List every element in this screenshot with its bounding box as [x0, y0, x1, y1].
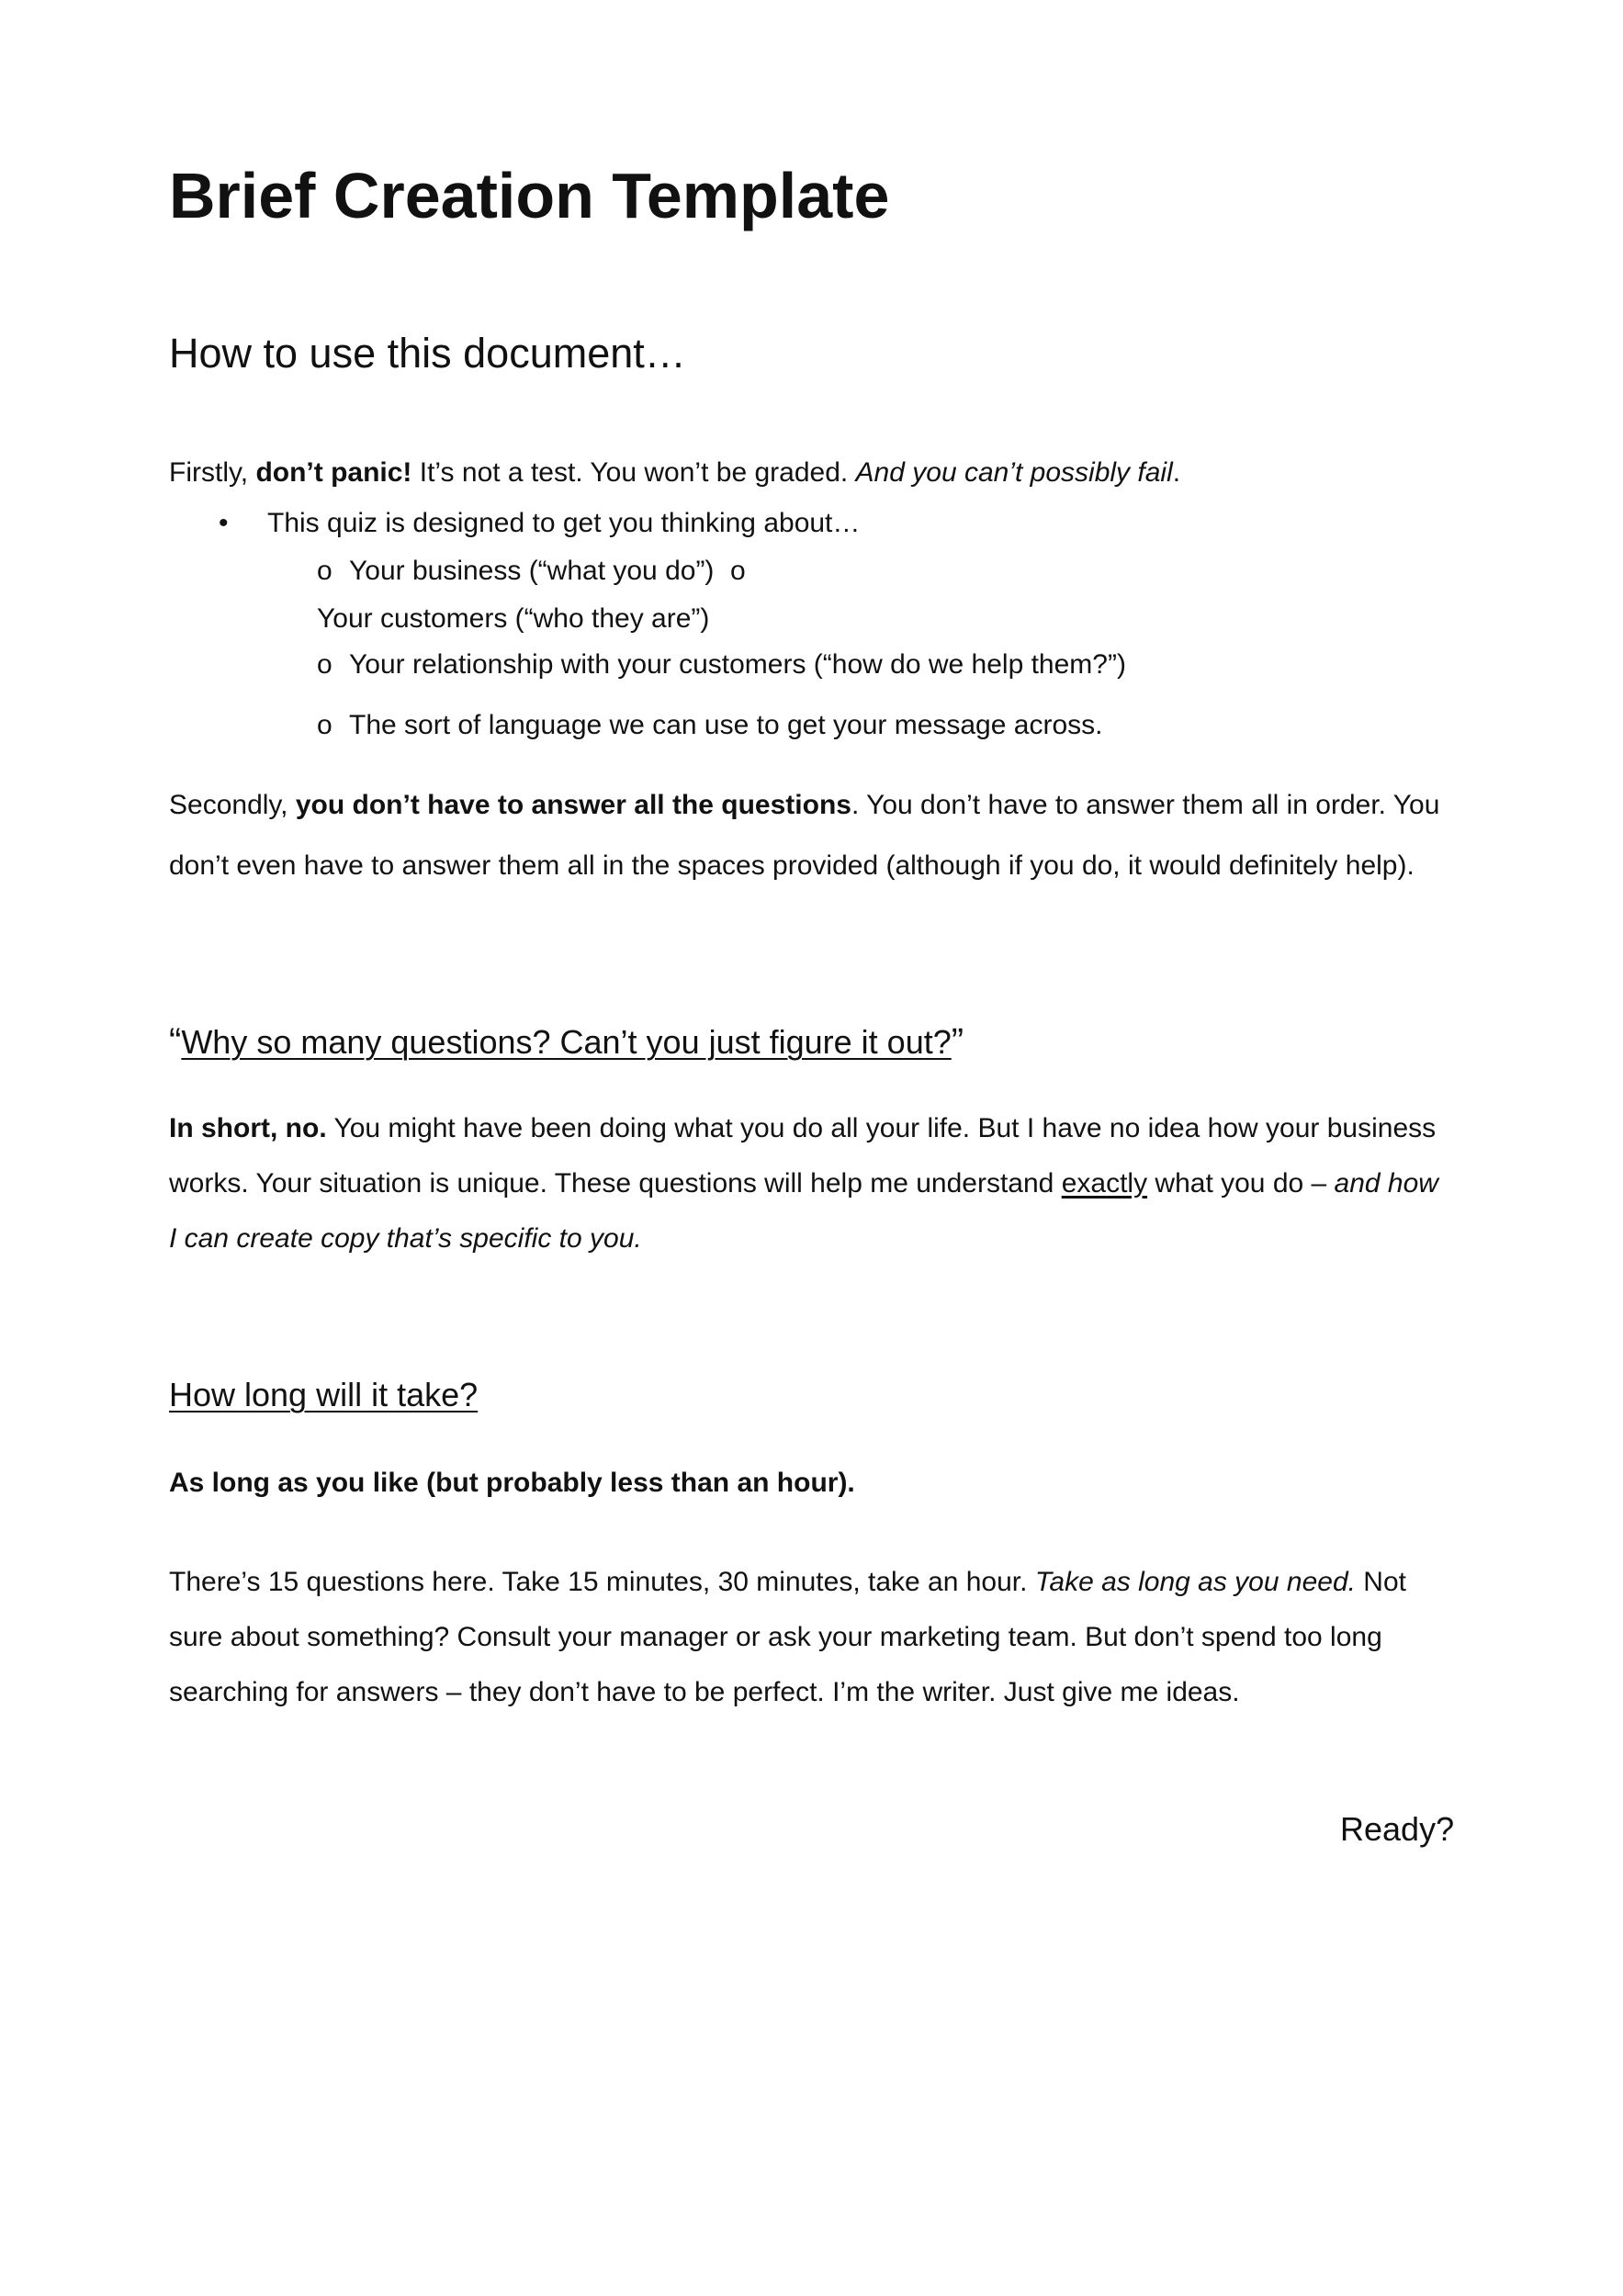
- ready-text: Ready?: [1340, 1810, 1455, 1848]
- why-line3: I can create copy that’s specific to you.: [169, 1223, 642, 1254]
- sub-marker: o: [317, 649, 332, 680]
- bullet-marker: •: [219, 508, 229, 538]
- why-line2-italic: and how: [1334, 1168, 1438, 1199]
- p1-italic: Take as long as you need.: [1034, 1567, 1356, 1597]
- how-long-heading: [169, 1375, 478, 1415]
- sub-marker: o: [730, 556, 746, 586]
- second-lead: Secondly,: [169, 790, 296, 820]
- sub-item-relationship: Your relationship with your customers (“how do we help them?”): [349, 649, 1126, 680]
- how-long-bold-line: As long as you like (but probably less than an hour).: [169, 1468, 855, 1498]
- why-line1: [169, 1112, 1436, 1145]
- sub-item-business: Your business (“what you do”): [349, 556, 715, 586]
- sub-marker: o: [317, 556, 332, 586]
- how-long-p3: searching for answers – they don’t have to be perfect. I’m the writer. Just give me ideas.: [169, 1677, 1240, 1707]
- p1-end: Not: [1355, 1567, 1406, 1597]
- sub-marker: o: [317, 710, 332, 740]
- open-quote: “: [169, 1021, 182, 1062]
- how-long-heading-text: How long will it take?: [169, 1376, 479, 1413]
- bullet-text: This quiz is designed to get you thinking about…: [267, 508, 861, 538]
- second-bold: you don’t have to answer all the questions: [295, 790, 851, 820]
- close-quote: ”: [951, 1021, 964, 1062]
- how-long-p2: sure about something? Consult your manager or ask your marketing team. But don’t spend too long: [169, 1622, 1382, 1652]
- why-line1-rest: You might have been doing what you do all your life. But I have no idea how your business: [326, 1113, 1437, 1143]
- intro-lead: Firstly,: [169, 457, 256, 488]
- sub-item-customers: Your customers (“who they are”): [317, 603, 710, 634]
- sub-item-language: The sort of language we can use to get your message across.: [349, 710, 1103, 740]
- how-to-heading: How to use this document…: [169, 330, 686, 377]
- second-rest: . You don’t have to answer them all in order. You: [851, 790, 1440, 820]
- intro-bold: don’t panic!: [255, 457, 412, 488]
- how-long-p1: [169, 1566, 1406, 1599]
- why-line2-mid: what you do –: [1147, 1168, 1335, 1199]
- intro-italic: And you can’t possibly fail: [855, 457, 1173, 488]
- why-line2: [169, 1167, 1438, 1200]
- why-bold: In short, no.: [169, 1113, 327, 1143]
- second-paragraph-line1: [169, 789, 1439, 822]
- why-line2-lead: works. Your situation is unique. These questions will help me understand: [169, 1168, 1062, 1199]
- why-underline: exactly: [1061, 1168, 1148, 1199]
- page-title: Brief Creation Template: [169, 160, 890, 231]
- intro-end: .: [1172, 457, 1181, 488]
- second-paragraph-line2: don’t even have to answer them all in the spaces provided (although if you do, it would definitely help).: [169, 850, 1414, 881]
- p1-lead: There’s 15 questions here. Take 15 minutes, 30 minutes, take an hour.: [169, 1567, 1035, 1597]
- intro-paragraph: [169, 456, 1180, 490]
- why-heading: [169, 1021, 964, 1063]
- intro-mid: It’s not a test. You won’t be graded.: [411, 457, 856, 488]
- why-heading-text: Why so many questions? Can’t you just figure it out?: [181, 1023, 952, 1061]
